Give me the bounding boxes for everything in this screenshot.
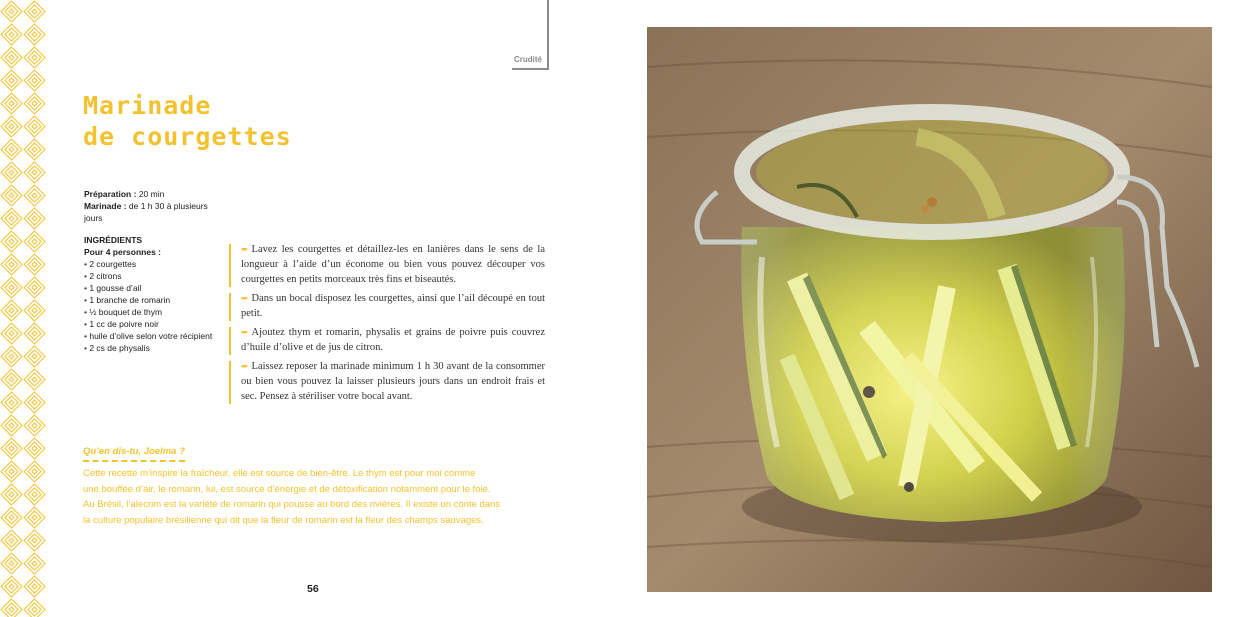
recipe-title <box>83 90 292 152</box>
ingredient-item: • 2 courgettes <box>84 258 229 270</box>
instruction-step <box>229 325 545 355</box>
recipe-meta <box>84 188 224 224</box>
ingredient-item: • ½ bouquet de thym <box>84 306 229 318</box>
ingredients-block <box>84 234 229 354</box>
instruction-text: Laissez reposer la marinade minimum 1 h 30 avant de la consommer ou bien vous pouvez la laisser plusieurs jours dans un endroit frais et sec. Pensez à stériliser votre bocal avant. <box>241 361 545 402</box>
instruction-step <box>229 242 545 287</box>
quote-line: Cette recette m’inspire la fraîcheur, elle est source de bien-être. Le thym est pour moi comme <box>83 468 476 479</box>
ingredient-item: • 1 branche de romarin <box>84 294 229 306</box>
ingredient-item: • huile d’olive selon votre récipient <box>84 330 229 342</box>
quote-title: Qu’en dis-tu, Joelma ? <box>83 446 185 462</box>
ingredient-item: • 1 gousse d’ail <box>84 282 229 294</box>
ingredients-list <box>84 258 229 354</box>
prep-value: 20 min <box>138 189 165 199</box>
marinade-label: Marinade : <box>84 201 127 211</box>
instructions <box>229 242 545 408</box>
corner-rule-vertical <box>547 0 549 70</box>
recipe-photo <box>647 27 1212 592</box>
ingredient-item: • 1 cc de poivre noir <box>84 318 229 330</box>
arrow-icon: ➨ <box>241 327 249 337</box>
recipe-title-line2: de courgettes <box>83 122 292 151</box>
ingredient-item: • 2 cs de physalis <box>84 342 229 354</box>
arrow-icon: ➨ <box>241 244 249 254</box>
arrow-icon: ➨ <box>241 361 249 371</box>
corner-rule-horizontal <box>512 68 549 70</box>
instruction-step <box>229 359 545 404</box>
quote-body <box>83 466 538 529</box>
prep-label: Préparation : <box>84 189 137 199</box>
section-label: Crudité <box>514 55 542 64</box>
servings: Pour 4 personnes : <box>84 247 161 257</box>
page-number: 56 <box>307 583 319 595</box>
recipe-title-line1: Marinade <box>83 91 212 120</box>
quote-line: la culture populaire brésilienne qui dit que la fleur de romarin est la fleur des champs sauvages. <box>83 515 484 527</box>
instruction-text: Dans un bocal disposez les courgettes, ainsi que l’ail découpé en tout petit. <box>241 293 545 319</box>
ingredient-item: • 2 citrons <box>84 270 229 282</box>
quote-line: une bouffée d’air, le romarin, lui, est source d’énergie et de détoxification notamment pour le foie. <box>83 483 491 495</box>
arrow-icon: ➨ <box>241 293 249 303</box>
quote-line: Au Brésil, l’alecrim est la variété de romarin qui pousse au bord des rivières. Il existe un conte dans <box>83 499 501 511</box>
instruction-text: Lavez les courgettes et détaillez-les en lanières dans le sens de la longueur à l’aide d’un économe ou bien vous pouvez découper vos courgettes en petits morceaux très fins et biseautés. <box>241 244 545 285</box>
instruction-text: Ajoutez thym et romarin, physalis et grains de poivre puis couvrez d’huile d’olive et de jus de citron. <box>241 327 545 353</box>
marinade-value: de 1 h 30 à plusieurs jours <box>84 201 208 223</box>
ingredients-heading: INGRÉDIENTS <box>84 235 143 245</box>
instruction-step <box>229 291 545 321</box>
decorative-pattern <box>0 0 46 617</box>
